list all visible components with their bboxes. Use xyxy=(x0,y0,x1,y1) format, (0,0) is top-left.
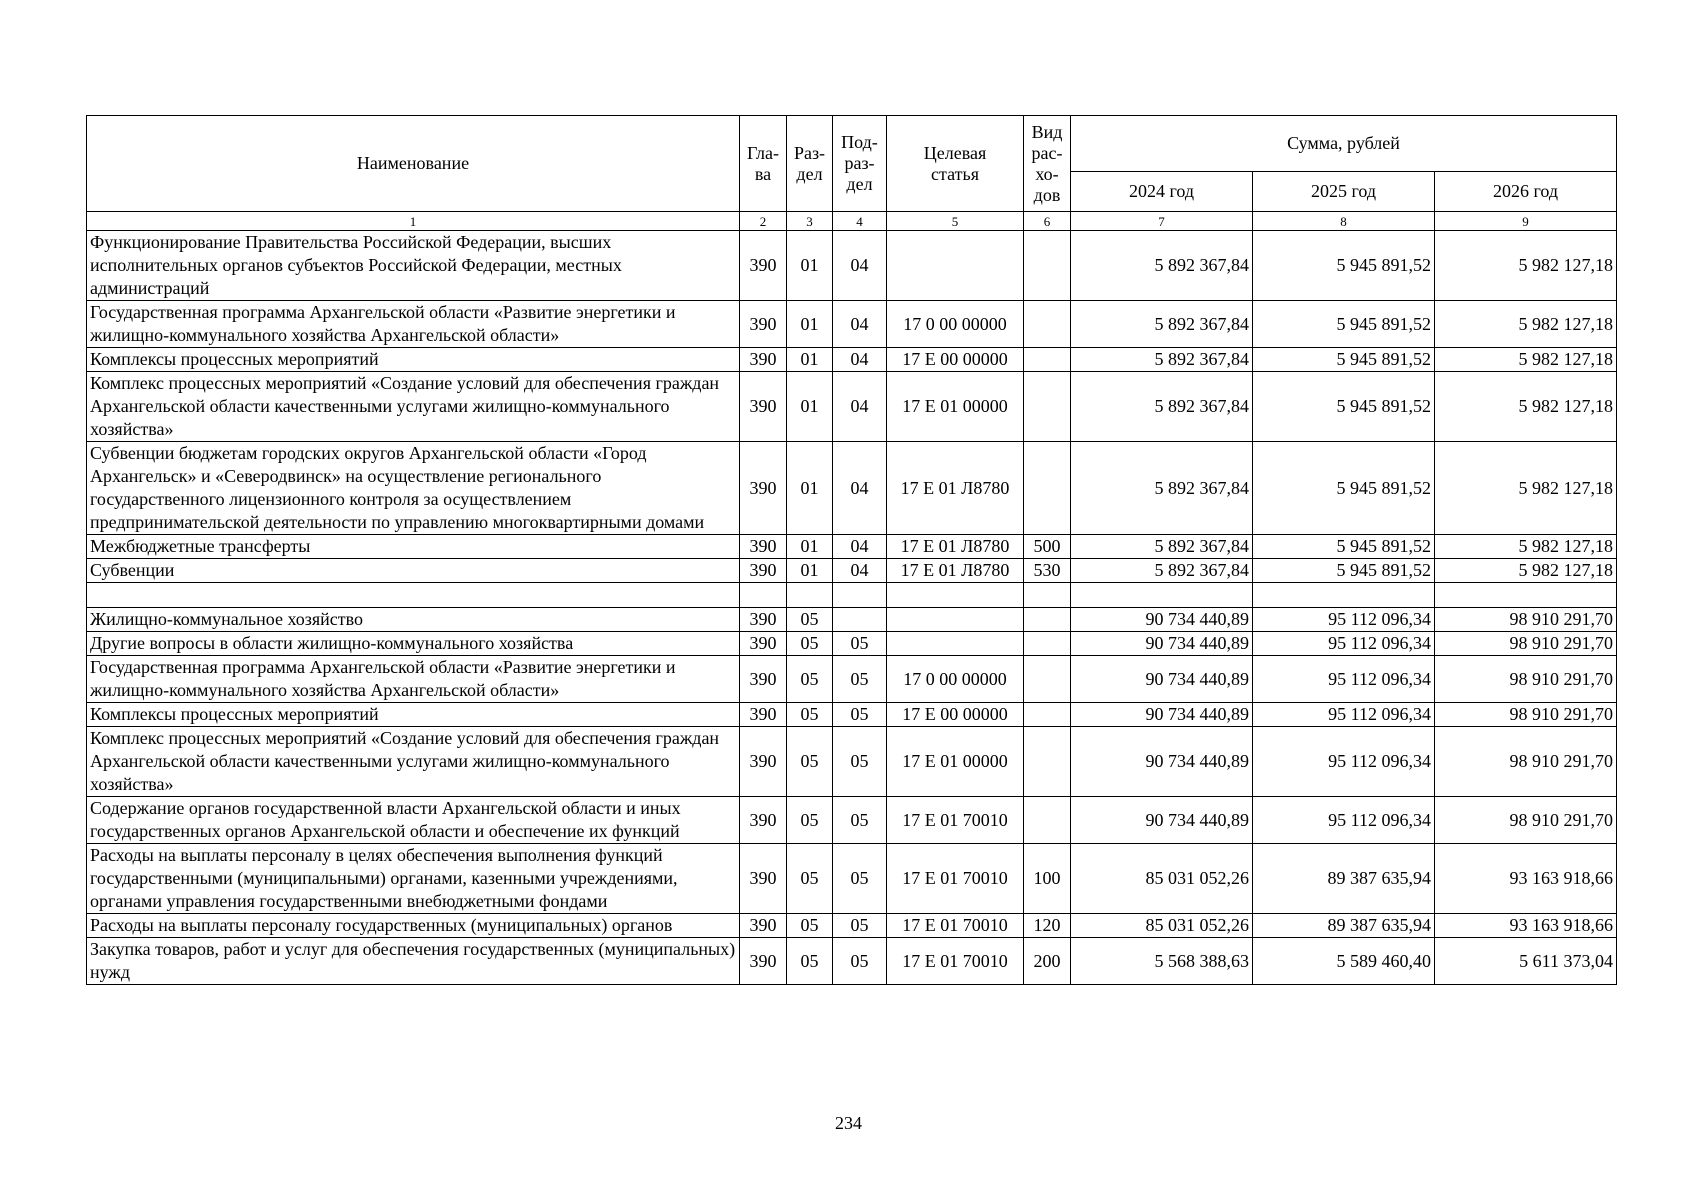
row-amount-2025: 89 387 635,94 xyxy=(1253,844,1435,914)
row-amount-2025: 95 112 096,34 xyxy=(1253,632,1435,656)
header-sum: Сумма, рублей xyxy=(1071,116,1617,172)
column-number: 9 xyxy=(1435,212,1617,231)
table-row xyxy=(87,703,1617,727)
column-number: 2 xyxy=(740,212,787,231)
row-amount-2025: 5 945 891,52 xyxy=(1253,301,1435,348)
row-vid xyxy=(1024,727,1071,797)
header-podrazdel: Под- раз- дел xyxy=(833,116,887,212)
row-podrazdel: 04 xyxy=(833,372,887,442)
row-name: Закупка товаров, работ и услуг для обеспечения государственных (муниципальных) нужд xyxy=(87,938,740,985)
header-year-2026: 2026 год xyxy=(1435,172,1617,212)
row-vid xyxy=(1024,797,1071,844)
column-number: 8 xyxy=(1253,212,1435,231)
column-number: 4 xyxy=(833,212,887,231)
row-amount-2024: 90 734 440,89 xyxy=(1071,632,1253,656)
table-row xyxy=(87,559,1617,583)
row-amount-2025: 95 112 096,34 xyxy=(1253,797,1435,844)
row-razdel xyxy=(787,583,833,608)
row-razdel: 05 xyxy=(787,727,833,797)
row-name: Комплексы процессных мероприятий xyxy=(87,348,740,372)
row-amount-2024: 85 031 052,26 xyxy=(1071,914,1253,938)
row-name: Комплексы процессных мероприятий xyxy=(87,703,740,727)
row-glava: 390 xyxy=(740,632,787,656)
row-glava: 390 xyxy=(740,559,787,583)
row-vid xyxy=(1024,301,1071,348)
row-amount-2026: 98 910 291,70 xyxy=(1435,656,1617,703)
row-amount-2025: 89 387 635,94 xyxy=(1253,914,1435,938)
row-razdel: 05 xyxy=(787,703,833,727)
table-row xyxy=(87,844,1617,914)
table-row xyxy=(87,231,1617,301)
table-row xyxy=(87,938,1617,985)
row-target: 17 Е 00 00000 xyxy=(887,348,1024,372)
row-name: Комплекс процессных мероприятий «Создание условий для обеспечения граждан Архангельской области качественными услугами жилищно-коммунального хозяйства» xyxy=(87,372,740,442)
row-podrazdel: 04 xyxy=(833,442,887,535)
row-vid xyxy=(1024,231,1071,301)
row-target xyxy=(887,608,1024,632)
table-row xyxy=(87,583,1617,608)
row-vid xyxy=(1024,442,1071,535)
row-glava: 390 xyxy=(740,535,787,559)
column-number: 7 xyxy=(1071,212,1253,231)
row-name: Другие вопросы в области жилищно-коммунального хозяйства xyxy=(87,632,740,656)
row-amount-2024: 5 892 367,84 xyxy=(1071,348,1253,372)
row-glava: 390 xyxy=(740,231,787,301)
column-number: 1 xyxy=(87,212,740,231)
row-podrazdel: 05 xyxy=(833,656,887,703)
row-podrazdel: 05 xyxy=(833,797,887,844)
row-amount-2025: 95 112 096,34 xyxy=(1253,727,1435,797)
row-amount-2024: 85 031 052,26 xyxy=(1071,844,1253,914)
table-row xyxy=(87,656,1617,703)
row-vid xyxy=(1024,372,1071,442)
row-vid xyxy=(1024,703,1071,727)
row-vid: 530 xyxy=(1024,559,1071,583)
row-target: 17 Е 01 00000 xyxy=(887,727,1024,797)
row-target: 17 Е 00 00000 xyxy=(887,703,1024,727)
row-vid xyxy=(1024,656,1071,703)
header-glava: Гла- ва xyxy=(740,116,787,212)
row-target: 17 Е 01 Л8780 xyxy=(887,559,1024,583)
row-amount-2026: 98 910 291,70 xyxy=(1435,632,1617,656)
column-number-row xyxy=(87,212,1617,231)
row-razdel: 05 xyxy=(787,844,833,914)
row-vid: 120 xyxy=(1024,914,1071,938)
row-amount-2025: 5 945 891,52 xyxy=(1253,231,1435,301)
row-podrazdel: 05 xyxy=(833,727,887,797)
row-podrazdel: 04 xyxy=(833,348,887,372)
row-podrazdel: 05 xyxy=(833,938,887,985)
row-razdel: 01 xyxy=(787,442,833,535)
table-row xyxy=(87,632,1617,656)
row-amount-2026: 5 982 127,18 xyxy=(1435,559,1617,583)
header-year-2025: 2025 год xyxy=(1253,172,1435,212)
row-name: Государственная программа Архангельской области «Развитие энергетики и жилищно-коммунального хозяйства Архангельской области» xyxy=(87,301,740,348)
row-amount-2026: 5 982 127,18 xyxy=(1435,301,1617,348)
row-glava: 390 xyxy=(740,797,787,844)
table-row xyxy=(87,442,1617,535)
row-amount-2025: 95 112 096,34 xyxy=(1253,608,1435,632)
row-podrazdel: 05 xyxy=(833,914,887,938)
row-amount-2024: 90 734 440,89 xyxy=(1071,703,1253,727)
table-row xyxy=(87,914,1617,938)
row-name: Расходы на выплаты персоналу государственных (муниципальных) органов xyxy=(87,914,740,938)
row-target: 17 Е 01 Л8780 xyxy=(887,442,1024,535)
header-razdel: Раз- дел xyxy=(787,116,833,212)
row-glava: 390 xyxy=(740,844,787,914)
row-amount-2025: 5 589 460,40 xyxy=(1253,938,1435,985)
header-vid: Вид рас- хо- дов xyxy=(1024,116,1071,212)
row-amount-2024: 5 892 367,84 xyxy=(1071,372,1253,442)
table-row xyxy=(87,372,1617,442)
row-amount-2024: 90 734 440,89 xyxy=(1071,656,1253,703)
row-amount-2025: 5 945 891,52 xyxy=(1253,372,1435,442)
row-podrazdel: 04 xyxy=(833,535,887,559)
row-amount-2025 xyxy=(1253,583,1435,608)
row-razdel: 05 xyxy=(787,608,833,632)
row-name: Субвенции бюджетам городских округов Архангельской области «Город Архангельск» и «Северодвинск» на осуществление регионального государственного лицензионного контроля за осуществлением предпринимательской деятельности по управлению многоквартирными домами xyxy=(87,442,740,535)
row-amount-2024: 5 892 367,84 xyxy=(1071,535,1253,559)
row-target: 17 Е 01 Л8780 xyxy=(887,535,1024,559)
table-row xyxy=(87,348,1617,372)
row-glava xyxy=(740,583,787,608)
row-amount-2024: 5 568 388,63 xyxy=(1071,938,1253,985)
table-row xyxy=(87,301,1617,348)
row-amount-2024 xyxy=(1071,583,1253,608)
row-amount-2026: 98 910 291,70 xyxy=(1435,703,1617,727)
row-amount-2024: 90 734 440,89 xyxy=(1071,727,1253,797)
row-razdel: 05 xyxy=(787,656,833,703)
row-name: Содержание органов государственной власти Архангельской области и иных государственных органов Архангельской области и обеспечение их функций xyxy=(87,797,740,844)
row-amount-2024: 5 892 367,84 xyxy=(1071,301,1253,348)
row-target: 17 0 00 00000 xyxy=(887,656,1024,703)
row-name: Межбюджетные трансферты xyxy=(87,535,740,559)
row-razdel: 01 xyxy=(787,231,833,301)
row-amount-2026: 93 163 918,66 xyxy=(1435,914,1617,938)
header-year-2024: 2024 год xyxy=(1071,172,1253,212)
row-amount-2025: 95 112 096,34 xyxy=(1253,656,1435,703)
row-amount-2025: 5 945 891,52 xyxy=(1253,535,1435,559)
row-amount-2024: 90 734 440,89 xyxy=(1071,608,1253,632)
row-name: Государственная программа Архангельской области «Развитие энергетики и жилищно-коммунального хозяйства Архангельской области» xyxy=(87,656,740,703)
row-name: Жилищно-коммунальное хозяйство xyxy=(87,608,740,632)
row-target: 17 0 00 00000 xyxy=(887,301,1024,348)
row-glava: 390 xyxy=(740,727,787,797)
row-amount-2026: 5 982 127,18 xyxy=(1435,535,1617,559)
row-podrazdel: 04 xyxy=(833,559,887,583)
row-glava: 390 xyxy=(740,301,787,348)
row-name: Функционирование Правительства Российской Федерации, высших исполнительных органов субъектов Российской Федерации, местных администраций xyxy=(87,231,740,301)
row-target: 17 Е 01 70010 xyxy=(887,844,1024,914)
row-razdel: 01 xyxy=(787,559,833,583)
row-amount-2026: 98 910 291,70 xyxy=(1435,797,1617,844)
row-amount-2024: 5 892 367,84 xyxy=(1071,231,1253,301)
row-amount-2025: 5 945 891,52 xyxy=(1253,559,1435,583)
row-amount-2024: 5 892 367,84 xyxy=(1071,559,1253,583)
row-amount-2026: 5 982 127,18 xyxy=(1435,442,1617,535)
row-razdel: 05 xyxy=(787,632,833,656)
header-name: Наименование xyxy=(87,116,740,212)
column-number: 3 xyxy=(787,212,833,231)
row-podrazdel xyxy=(833,583,887,608)
row-glava: 390 xyxy=(740,442,787,535)
column-number: 6 xyxy=(1024,212,1071,231)
row-amount-2025: 95 112 096,34 xyxy=(1253,703,1435,727)
header-target: Целевая статья xyxy=(887,116,1024,212)
row-amount-2024: 90 734 440,89 xyxy=(1071,797,1253,844)
row-name: Расходы на выплаты персоналу в целях обеспечения выполнения функций государственными (муниципальными) органами, казенными учреждениями, органами управления государственными внебюджетными фондами xyxy=(87,844,740,914)
row-razdel: 05 xyxy=(787,938,833,985)
row-amount-2026: 5 982 127,18 xyxy=(1435,231,1617,301)
row-razdel: 05 xyxy=(787,914,833,938)
row-vid xyxy=(1024,632,1071,656)
row-podrazdel xyxy=(833,608,887,632)
row-target: 17 Е 01 70010 xyxy=(887,797,1024,844)
row-name: Комплекс процессных мероприятий «Создание условий для обеспечения граждан Архангельской области качественными услугами жилищно-коммунального хозяйства» xyxy=(87,727,740,797)
row-target: 17 Е 01 70010 xyxy=(887,938,1024,985)
table-row xyxy=(87,608,1617,632)
row-glava: 390 xyxy=(740,656,787,703)
row-podrazdel: 05 xyxy=(833,844,887,914)
table-row xyxy=(87,797,1617,844)
row-glava: 390 xyxy=(740,938,787,985)
row-amount-2025: 5 945 891,52 xyxy=(1253,442,1435,535)
row-amount-2026: 5 982 127,18 xyxy=(1435,348,1617,372)
row-target xyxy=(887,231,1024,301)
row-amount-2025: 5 945 891,52 xyxy=(1253,348,1435,372)
row-vid: 500 xyxy=(1024,535,1071,559)
row-amount-2026: 5 611 373,04 xyxy=(1435,938,1617,985)
row-podrazdel: 05 xyxy=(833,703,887,727)
row-name xyxy=(87,583,740,608)
row-vid xyxy=(1024,583,1071,608)
row-target: 17 Е 01 70010 xyxy=(887,914,1024,938)
row-target: 17 Е 01 00000 xyxy=(887,372,1024,442)
table-body xyxy=(87,231,1617,985)
row-target xyxy=(887,583,1024,608)
budget-table xyxy=(86,115,1617,985)
row-vid xyxy=(1024,608,1071,632)
row-razdel: 01 xyxy=(787,301,833,348)
row-name: Субвенции xyxy=(87,559,740,583)
row-glava: 390 xyxy=(740,372,787,442)
row-razdel: 01 xyxy=(787,372,833,442)
row-podrazdel: 04 xyxy=(833,231,887,301)
row-amount-2026: 5 982 127,18 xyxy=(1435,372,1617,442)
row-vid: 200 xyxy=(1024,938,1071,985)
row-podrazdel: 05 xyxy=(833,632,887,656)
row-vid xyxy=(1024,348,1071,372)
row-amount-2026: 98 910 291,70 xyxy=(1435,727,1617,797)
page-number: 234 xyxy=(835,1113,862,1133)
table-row xyxy=(87,727,1617,797)
table-row xyxy=(87,535,1617,559)
row-razdel: 01 xyxy=(787,535,833,559)
row-target xyxy=(887,632,1024,656)
row-glava: 390 xyxy=(740,703,787,727)
column-number: 5 xyxy=(887,212,1024,231)
row-podrazdel: 04 xyxy=(833,301,887,348)
row-glava: 390 xyxy=(740,914,787,938)
row-amount-2026: 93 163 918,66 xyxy=(1435,844,1617,914)
row-amount-2024: 5 892 367,84 xyxy=(1071,442,1253,535)
row-glava: 390 xyxy=(740,608,787,632)
row-razdel: 01 xyxy=(787,348,833,372)
row-vid: 100 xyxy=(1024,844,1071,914)
row-razdel: 05 xyxy=(787,797,833,844)
row-glava: 390 xyxy=(740,348,787,372)
row-amount-2026: 98 910 291,70 xyxy=(1435,608,1617,632)
row-amount-2026 xyxy=(1435,583,1617,608)
